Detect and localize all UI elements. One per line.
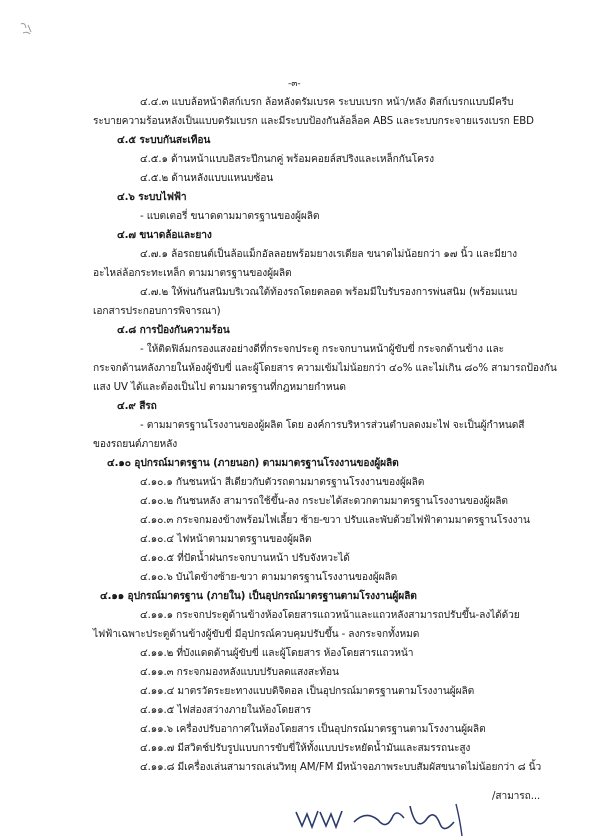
text-line: ๔.๑๐.๑ กันชนหน้า สีเดียวกับตัวรถตามมาตรฐานโรงงานของผู้ผลิต — [140, 477, 425, 488]
continuation-note: /สามารถ... — [492, 791, 541, 802]
text-line: ๔.๕.๑ ด้านหน้าแบบอิสระปีกนกคู่ พร้อมคอยล์สปริงและเหล็กกันโครง — [140, 154, 434, 165]
text-line: ๔.๑๐.๕ ที่ปัดน้ำฝนกระจกบานหน้า ปรับจังหวะได้ — [140, 553, 350, 564]
text-line: ๔.๕.๒ ด้านหลังแบบแหนบซ้อน — [140, 173, 274, 184]
section-heading: ๔.๘ การป้องกันความร้อน — [117, 325, 230, 336]
text-line: ๔.๗.๑ ล้อรถยนต์เป็นล้อแม็กอัลลอยพร้อมยางเรเดียล ขนาดไม่น้อยกว่า ๑๗ นิ้ว และมียาง — [140, 249, 518, 260]
text-line: ๔.๑๑.๖ เครื่องปรับอากาศในห้องโดยสาร เป็นอุปกรณ์มาตรฐานตามโรงงานผู้ผลิต — [140, 724, 486, 735]
text-line: ๔.๑๑.๘ มีเครื่องเล่นสามารถเล่นวิทยุ AM/FM มีหน้าจอภาพระบบสัมผัสขนาดไม่น้อยกว่า ๘ นิ้ว — [140, 762, 542, 773]
section-heading: ๔.๕ ระบบกันสะเทือน — [117, 135, 211, 146]
section-heading: ๔.๖ ระบบไฟฟ้า — [117, 192, 187, 203]
text-line: ๔.๑๑.๒ ที่บังแดดด้านผู้ขับขี่ และผู้โดยสาร ห้องโดยสารแถวหน้า — [140, 648, 414, 659]
section-heading: ๔.๑๑ อุปกรณ์มาตรฐาน (ภายใน) เป็นอุปกรณ์มาตรฐานตามโรงงานผู้ผลิต — [100, 591, 417, 602]
text-line: - ตามมาตรฐานโรงงานของผู้ผลิต โดย องค์การบริหารส่วนตำบลดงมะไฟ จะเป็นผู้กำหนดสี — [140, 420, 525, 431]
text-line: ๔.๑๑.๗ มีสวิตช์ปรับรูปแบบการขับขี่ให้ทั้งแบบประหยัดน้ำมันและสมรรถนะสูง — [140, 743, 471, 754]
text-line: ๔.๑๑.๓ กระจกมองหลังแบบปรับลดแสงสะท้อน — [140, 667, 339, 678]
text-line: อะไหล่ล้อกระทะเหล็ก ตามมาตรฐานของผู้ผลิต — [93, 268, 292, 279]
text-line: ๔.๑๐.๒ กันชนหลัง สามารถใช้ขึ้น-ลง กระบะได้สะดวกตามมาตรฐานโรงงานของผู้ผลิต — [140, 496, 508, 507]
text-line: ๔.๑๐.๓ กระจกมองข้างพร้อมไฟเลี้ยว ซ้าย-ขวา ปรับและพับด้วยไฟฟ้าตามมาตรฐานโรงงาน — [140, 515, 530, 526]
page-number: -๓- — [288, 79, 301, 89]
text-line: ๔.๑๐.๔ ไฟหน้าตามมาตรฐานของผู้ผลิต — [140, 534, 312, 545]
text-line: กระจกด้านหลังภายในห้องผู้ขับขี่ และผู้โดยสาร ความเข้มไม่น้อยกว่า ๔๐% และไม่เกิน ๘๐% สามารถป้องกัน — [93, 363, 557, 374]
text-line: ๔.๑๑.๑ กระจกประตูด้านข้างห้องโดยสารแถวหน้าและแถวหลังสามารถปรับขึ้น-ลงได้ด้วย — [140, 610, 520, 621]
section-heading: ๔.๑๐ อุปกรณ์มาตรฐาน (ภายนอก) ตามมาตรฐานโรงงานของผู้ผลิต — [107, 458, 399, 469]
text-line: ๔.๑๑.๔ มาตรวัดระยะทางแบบดิจิตอล เป็นอุปกรณ์มาตรฐานตามโรงงานผู้ผลิต — [140, 686, 475, 697]
handwritten-signature — [292, 800, 492, 840]
text-line: แสง UV ได้และต้องเป็นไป ตามมาตรฐานที่กฎหมายกำหนด — [93, 382, 346, 393]
text-line: ระบายความร้อนหลังเป็นแบบดรัมเบรก และมีระบบป้องกันล้อล็อค ABS และระบบกระจายแรงเบรก EBD — [93, 116, 534, 127]
text-line: ๔.๔.๓ แบบล้อหน้าดิสก์เบรก ล้อหลังดรัมเบรค ระบบเบรก หน้า/หลัง ดิสก์เบรกแบบมีครีบ — [140, 97, 514, 108]
text-line: - แบตเตอรี่ ขนาดตามมาตรฐานของผู้ผลิต — [140, 211, 320, 222]
text-line: ๔.๑๑.๕ ไฟส่องสว่างภายในห้องโดยสาร — [140, 705, 311, 716]
text-line: ๔.๑๐.๖ บันไดข้างซ้าย-ขวา ตามมาตรฐานโรงงานของผู้ผลิต — [140, 572, 398, 583]
text-line: ของรถยนต์ภายหลัง — [93, 439, 178, 450]
text-line: เอกสารประกอบการพิจารณา) — [93, 306, 221, 317]
text-line: - ให้ติดฟิล์มกรองแสงอย่างดีที่กระจกประตู กระจกบานหน้าผู้ขับขี่ กระจกด้านข้าง และ — [140, 344, 504, 355]
text-line: ไฟฟ้าเฉพาะประตูด้านข้างผู้ขับขี่ มีอุปกรณ์ควบคุมปรับขึ้น - ลงกระจกทั้งหมด — [93, 629, 420, 640]
section-heading: ๔.๙ สีรถ — [117, 401, 157, 412]
scan-mark — [18, 20, 36, 38]
section-heading: ๔.๗ ขนาดล้อและยาง — [117, 230, 212, 241]
text-line: ๔.๗.๒ ให้พ่นกันสนิมบริเวณใต้ท้องรถโดยตลอด พร้อมมีใบรับรองการพ่นสนิม (พร้อมแนบ — [140, 287, 518, 298]
